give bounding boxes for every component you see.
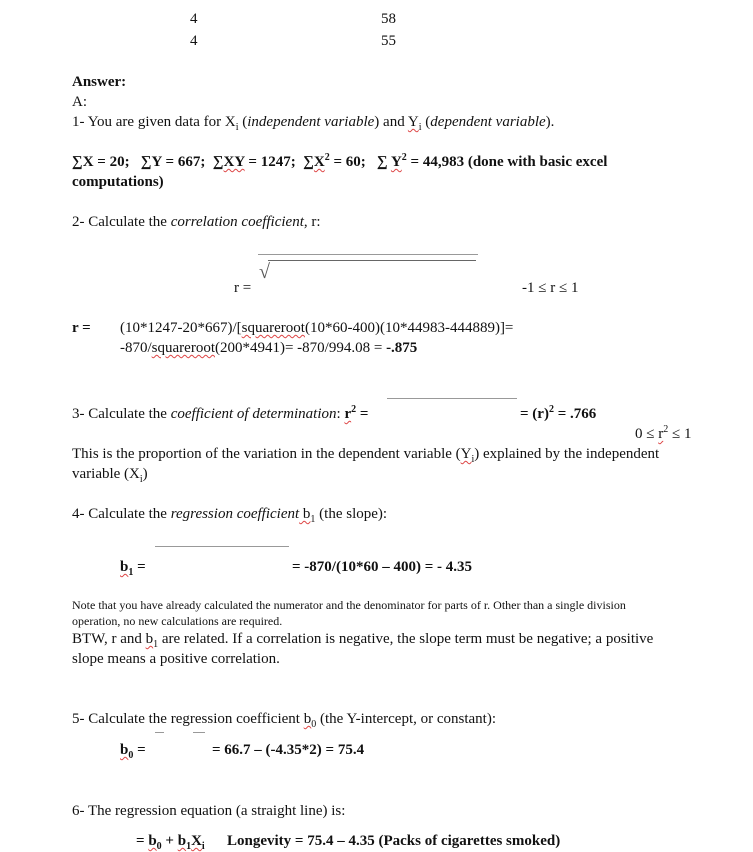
btw-line-1: BTW, r and $b_1$ are related. If a correlation is negative, the slope term must be negative; a positive	[72, 631, 654, 650]
step4-line: 4- Calculate the regression coefficient $b_1$ (the slope):	[72, 506, 388, 525]
ybar-mark	[155, 732, 164, 733]
step2-line: 2- Calculate the correlation coefficient, r:	[72, 214, 321, 230]
formula-r-fraction-bar	[258, 254, 478, 255]
step3-result: = $(r)^2 = .766$	[520, 404, 597, 422]
note-line-1: Note that you have already calculated the numerator and the denominator for parts of r. Other than a single division	[72, 598, 626, 612]
table-x-cell-2: 4	[190, 33, 198, 49]
step5-line: 5- Calculate the regression coefficient $b_0$ (the Y-intercept, or constant):	[72, 711, 497, 730]
table-x-cell-1: 4	[190, 11, 198, 27]
btw-line-2: slope means a positive correlation.	[72, 651, 280, 667]
r-range: -1 ≤ r ≤ 1	[522, 280, 579, 296]
r2-range: $0 \le r^2 \le 1$	[635, 424, 692, 442]
step5-result: = 66.7 – (-4.35*2) = 75.4	[212, 742, 365, 758]
step5-lhs: $b_0$ =	[120, 742, 146, 761]
formula-r-lhs: r =	[234, 280, 252, 296]
table-y-cell-1: 58	[381, 11, 396, 27]
formula-r-radical-bar	[268, 260, 476, 261]
r-calc-line2: -870/squareroot(200*4941)= -870/994.08 = -.875	[120, 340, 418, 356]
note-line-2: operation, no new calculations are required.	[72, 614, 283, 628]
step4-result: = -870/(10*60 – 400) = - 4.35	[292, 559, 472, 575]
step3-explanation-1: This is the proportion of the variation in the dependent variable $(Y_i)$ explained by the independent	[72, 446, 660, 465]
step3-line: 3- Calculate the coefficient of determination: $r^2$ =	[72, 404, 369, 422]
step3-explanation-2: variable $(X_i)$	[72, 466, 148, 485]
sqrt-symbol: √	[259, 261, 270, 283]
step6-line: 6- The regression equation (a straight line) is:	[72, 803, 346, 819]
sums-continuation: computations)	[72, 174, 164, 190]
step1-line: 1- You are given data for $X_i$ (independent variable) and $Y_i$ (dependent variable).	[72, 114, 555, 133]
longevity-equation: Longevity = 75.4 – 4.35 (Packs of cigarettes smoked)	[227, 833, 561, 849]
step3-fraction-bar	[387, 398, 517, 399]
r-calc-label: r =	[72, 320, 91, 336]
answer-heading: Answer:	[72, 74, 127, 90]
xbar-mark	[193, 732, 205, 733]
sums-line: ∑X = 20; ∑Y = 667; ∑XY = 1247; $\sum X^2 = 60$; ∑ $Y^2 = 44,983$ (done with basic excel	[72, 152, 608, 170]
table-y-cell-2: 55	[381, 33, 396, 49]
answer-part: A:	[72, 94, 87, 110]
step4-lhs: $b_1$ =	[120, 559, 146, 578]
r-calc-line1: (10*1247-20*667)/[squareroot(10*60-400)(10*44983-444889)]=	[120, 320, 514, 336]
regression-equation: = $b_0 + b_1X_i$	[136, 833, 205, 852]
step4-fraction-bar	[155, 546, 289, 547]
